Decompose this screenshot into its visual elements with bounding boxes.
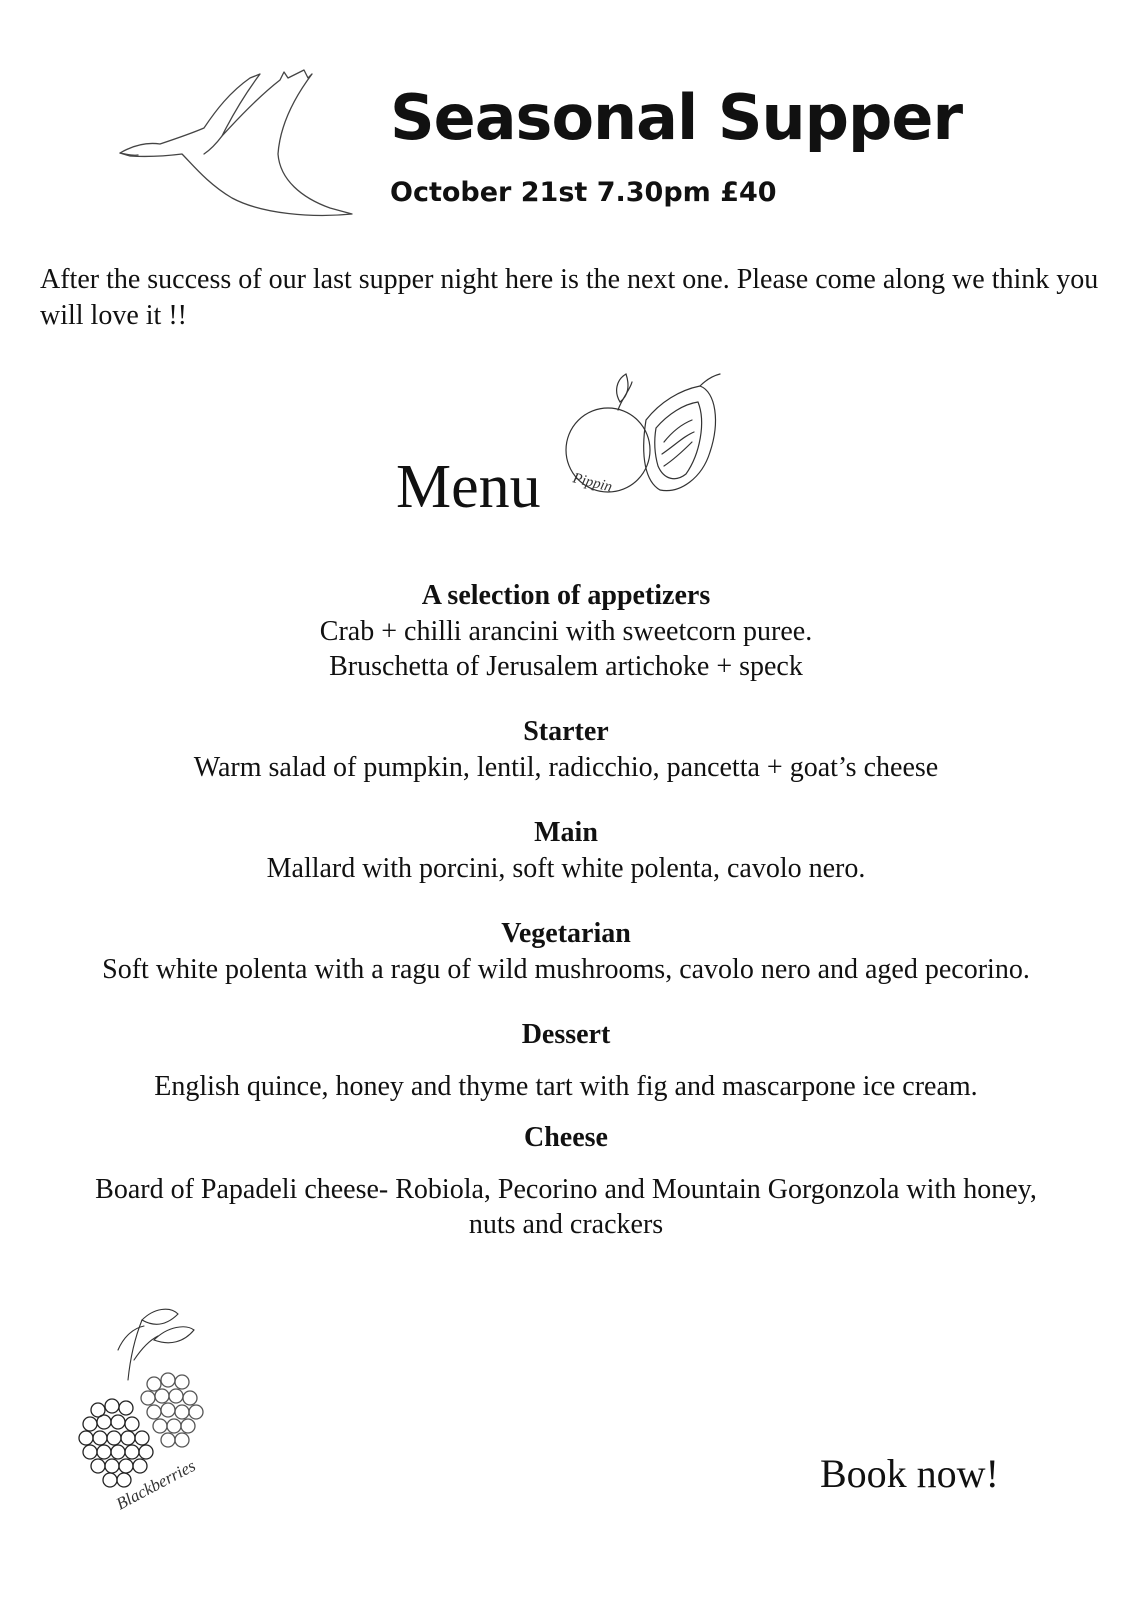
- dish-line: Mallard with porcini, soft white polenta, cavolo nero.: [266, 853, 866, 884]
- section-title: Starter: [523, 716, 609, 747]
- section-title: Dessert: [521, 1019, 611, 1050]
- dish-line: Soft white polenta with a ragu of wild mushrooms, cavolo nero and aged pecorino.: [102, 954, 1030, 985]
- dish-line: Crab + chilli arancini with sweetcorn puree.: [319, 616, 813, 647]
- dish-line: Board of Papadeli cheese- Robiola, Pecorino and Mountain Gorgonzola with honey,: [95, 1174, 1037, 1205]
- berries-sketch-label: Blackberries: [112, 1455, 199, 1514]
- section-title: A selection of appetizers: [421, 580, 711, 611]
- menu-section-cheese: [0, 1120, 1132, 1242]
- dish-line: nuts and crackers: [468, 1209, 664, 1240]
- dish-line: Bruschetta of Jerusalem artichoke + speck: [329, 651, 803, 682]
- section-title: Vegetarian: [501, 918, 631, 949]
- menu-section-dessert: [0, 1017, 1132, 1104]
- intro-paragraph: After the success of our last supper night here is the next one. Please come along we think you will love it !!: [40, 264, 1099, 331]
- dish-line: English quince, honey and thyme tart with fig and mascarpone ice cream.: [154, 1071, 978, 1102]
- book-now-text: Book now!: [820, 1451, 999, 1496]
- menu-section-appetizers: [0, 578, 1132, 684]
- menu-heading: Menu: [396, 453, 541, 521]
- menu-section-starter: [0, 714, 1132, 785]
- bird-sketch: [112, 58, 372, 228]
- section-title: Main: [534, 817, 598, 848]
- apple-pear-sketch: [560, 362, 740, 512]
- page-title: Seasonal Supper: [390, 81, 963, 154]
- menu-section-main: [0, 815, 1132, 886]
- section-title: Cheese: [524, 1122, 608, 1153]
- dish-line: Warm salad of pumpkin, lentil, radicchio, pancetta + goat’s cheese: [193, 752, 939, 783]
- menu-sections: [0, 578, 1132, 1242]
- blackberries-sketch: [58, 1300, 273, 1545]
- menu-section-vegetarian: [0, 916, 1132, 987]
- event-details: October 21st 7.30pm £40: [390, 177, 777, 208]
- fruit-sketch-label: Pippin: [571, 470, 614, 496]
